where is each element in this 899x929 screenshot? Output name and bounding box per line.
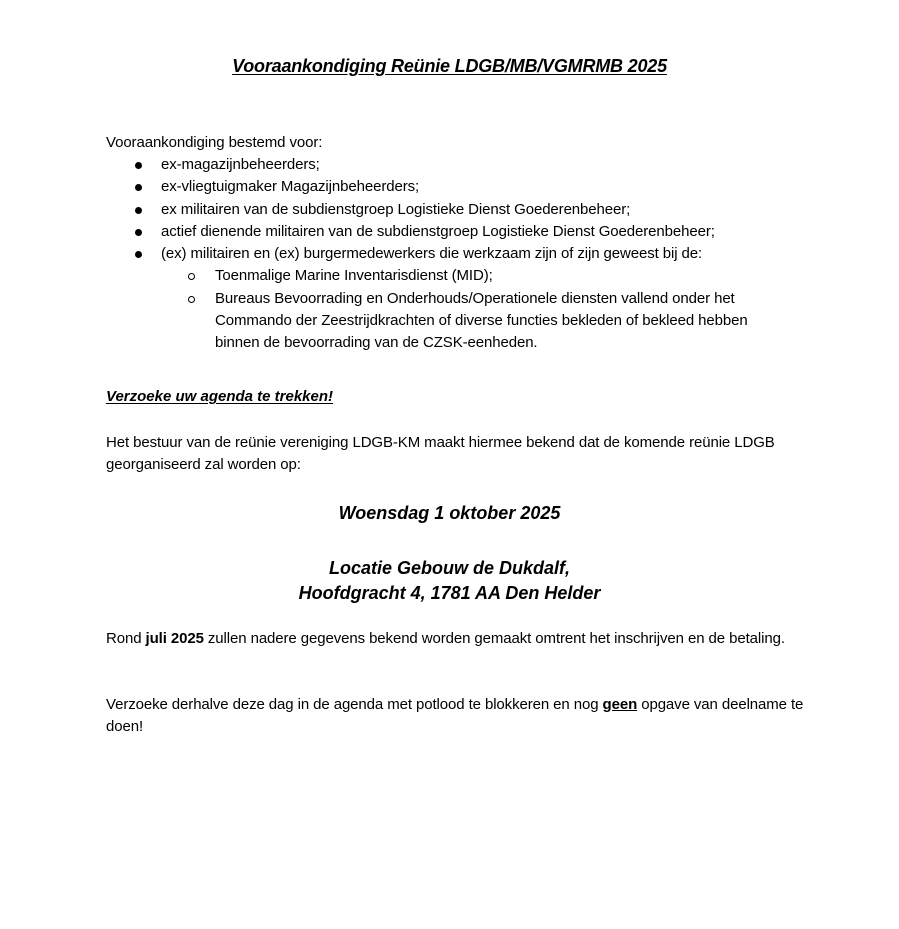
bullet-icon [135,184,142,191]
bullet-icon [135,162,142,169]
list-item: ex-vliegtuigmaker Magazijnbeheerders; [106,176,806,198]
sub-list-item: Bureaus Bevoorrading en Onderhouds/Operationele diensten vallend onder het Commando der Zeestrijdkrachten of diverse functies bekleden of bekleed hebben binnen de bevoorrading van de CZSK-eenheden. [161,288,795,355]
registration-paragraph: Rond juli 2025 zullen nadere gegevens bekend worden gemaakt omtrent het inschrijven en de betaling. [106,630,785,647]
circle-bullet-icon [188,273,195,280]
list-item: actief dienende militairen van de subdienstgroep Logistieke Dienst Goederenbeheer; [106,221,806,243]
agenda-notice: Verzoeke uw agenda te trekken! [106,388,334,405]
bullet-icon [135,229,142,236]
sub-list-item: Toenmalige Marine Inventarisdienst (MID); [161,265,795,287]
closing-paragraph: Verzoeke derhalve deze dag in de agenda met potlood te blokkeren en nog geen opgave van deelname te doen! [106,696,804,735]
intro-text: Vooraankondiging bestemd voor: [106,134,323,151]
location-line-2: Hoofdgracht 4, 1781 AA Den Helder [298,583,601,603]
event-location [0,556,899,606]
bullet-icon [135,207,142,214]
sub-list [161,265,806,354]
announcement-paragraph: Het bestuur van de reünie vereniging LDGB-KM maakt hiermee bekend dat de komende reünie LDGB georganiseerd zal worden op: [106,434,775,473]
circle-bullet-icon [188,296,195,303]
bullet-icon [135,251,142,258]
list-item: (ex) militairen en (ex) burgermedewerkers die werkzaam zijn of zijn geweest bij de: Toenmalige Marine Inventarisdienst (MID); Bureaus Bevoorrading en Onderhouds/Operationele diensten vallend onder het Commando der Zeestrijdkrachten of diverse functies bekleden of bekleed hebben binnen de bevoorrading van de CZSK-eenheden. [106,243,806,354]
list-item: ex-magazijnbeheerders; [106,154,806,176]
audience-list [106,154,806,355]
document-title: Vooraankondiging Reünie LDGB/MB/VGMRMB 2025 [232,56,667,76]
event-date: Woensdag 1 oktober 2025 [338,503,561,523]
list-item: ex militairen van de subdienstgroep Logistieke Dienst Goederenbeheer; [106,199,806,221]
location-line-1: Locatie Gebouw de Dukdalf, [328,558,571,578]
